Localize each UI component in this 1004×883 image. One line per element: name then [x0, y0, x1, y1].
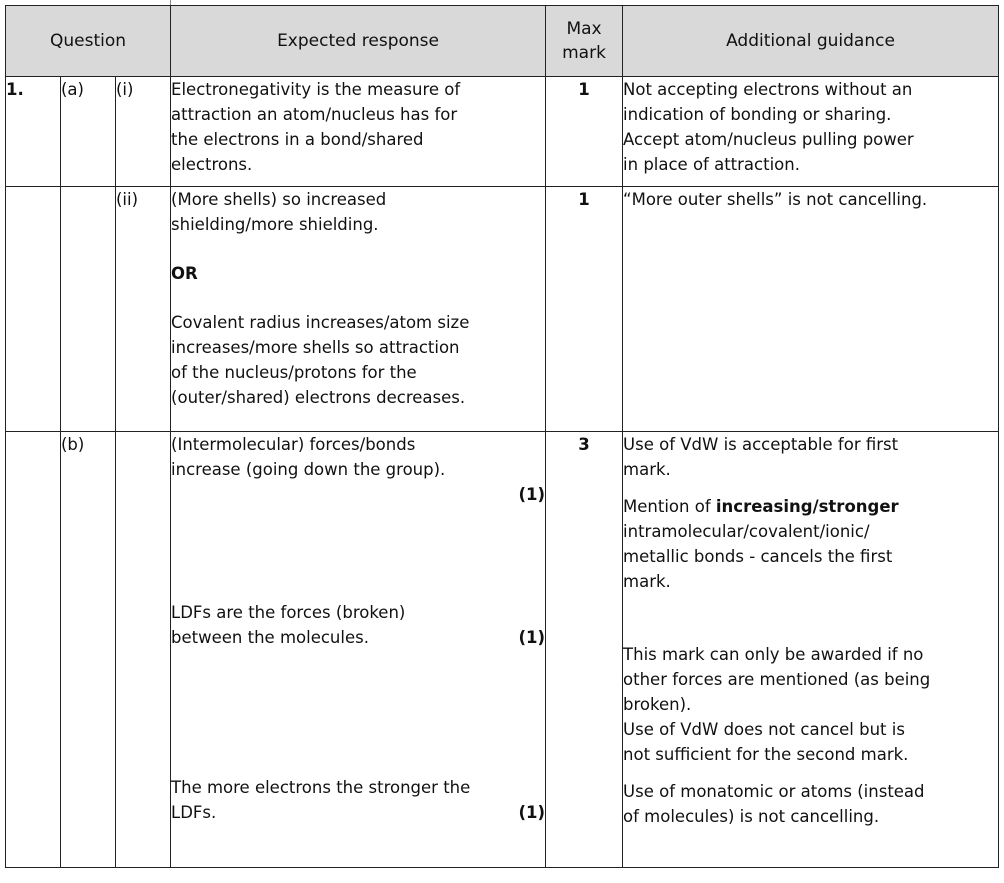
additional-guidance: [623, 77, 999, 187]
response-line: shielding/more shielding.: [171, 215, 379, 234]
guidance-line: This mark can only be awarded if no: [623, 645, 924, 664]
guidance-line: Not accepting electrons without an: [623, 80, 913, 99]
response-line: the electrons in a bond/shared: [171, 130, 424, 149]
response-line: LDFs are the forces (broken): [171, 603, 406, 622]
expected-response: [171, 77, 546, 187]
response-point-1: [171, 432, 545, 600]
response-point-2: [171, 600, 545, 775]
expected-response: [171, 187, 546, 432]
table-row-1a-i: [6, 77, 999, 187]
guidance-line: intramolecular/covalent/ionic/: [623, 522, 870, 541]
guidance-line: broken).: [623, 695, 692, 714]
guidance-block-4: [623, 779, 998, 829]
question-number: 1.: [6, 77, 61, 187]
response-line: [171, 800, 545, 825]
question-number: [6, 187, 61, 432]
header-expected-response: Expected response: [171, 6, 546, 77]
guidance-block-3: [623, 642, 998, 767]
header-additional-guidance: Additional guidance: [623, 6, 999, 77]
guidance-line: mark.: [623, 460, 671, 479]
guidance-line: metallic bonds - cancels the first: [623, 547, 893, 566]
question-subpart: (i): [116, 77, 171, 187]
or-label: OR: [171, 264, 198, 283]
header-max-mark: [546, 6, 623, 77]
guidance-line: of molecules) is not cancelling.: [623, 807, 880, 826]
response-line: (Intermolecular) forces/bonds: [171, 435, 416, 454]
response-line: electrons.: [171, 155, 253, 174]
part-mark: (1): [518, 803, 546, 822]
response-line: (outer/shared) electrons decreases.: [171, 388, 466, 407]
response-line: (More shells) so increased: [171, 190, 387, 209]
guidance-line: Use of VdW is acceptable for first: [623, 435, 899, 454]
response-line: of the nucleus/protons for the: [171, 363, 417, 382]
guidance-line: in place of attraction.: [623, 155, 800, 174]
guidance-line: Accept atom/nucleus pulling power: [623, 130, 914, 149]
question-subpart: (ii): [116, 187, 171, 432]
expected-response: [171, 432, 546, 868]
response-line-text: between the molecules.: [171, 628, 369, 647]
guidance-line: “More outer shells” is not cancelling.: [623, 190, 928, 209]
response-line-text: LDFs.: [171, 803, 217, 822]
response-line: attraction an atom/nucleus has for: [171, 105, 458, 124]
header-question: Question: [6, 6, 171, 77]
guidance-block-2: [623, 494, 998, 642]
header-max-mark-line2: mark: [562, 43, 606, 63]
response-line: Electronegativity is the measure of: [171, 80, 461, 99]
header-max-mark-line1: Max: [566, 19, 602, 39]
part-mark: (1): [518, 628, 546, 647]
additional-guidance: [623, 432, 999, 868]
table-row-1b: [6, 432, 999, 868]
guidance-line: indication of bonding or sharing.: [623, 105, 892, 124]
response-line: increase (going down the group).: [171, 460, 446, 479]
header-row: [6, 6, 999, 77]
question-part: [61, 187, 116, 432]
response-line: The more electrons the stronger the: [171, 778, 471, 797]
guidance-line: not sufficient for the second mark.: [623, 745, 909, 764]
guidance-text: Mention of: [623, 497, 716, 516]
guidance-line: mark.: [623, 572, 671, 591]
guidance-line: Use of VdW does not cancel but is: [623, 720, 905, 739]
response-line: Covalent radius increases/atom size: [171, 313, 470, 332]
additional-guidance: [623, 187, 999, 432]
max-mark: 1: [546, 187, 623, 432]
max-mark: 3: [546, 432, 623, 868]
response-line: increases/more shells so attraction: [171, 338, 460, 357]
guidance-block-1: [623, 432, 998, 482]
response-line: [171, 625, 545, 650]
max-mark: 1: [546, 77, 623, 187]
marking-scheme-table: [5, 5, 999, 868]
part-mark: (1): [518, 485, 546, 504]
guidance-line: other forces are mentioned (as being: [623, 670, 931, 689]
question-part: (b): [61, 432, 116, 868]
response-point-3: [171, 775, 545, 825]
question-number: [6, 432, 61, 868]
question-part: (a): [61, 77, 116, 187]
table-row-1a-ii: [6, 187, 999, 432]
guidance-line: Use of monatomic or atoms (instead: [623, 782, 925, 801]
guidance-bold-text: increasing/stronger: [715, 497, 899, 516]
question-subpart: [116, 432, 171, 868]
guidance-line: [623, 494, 998, 519]
